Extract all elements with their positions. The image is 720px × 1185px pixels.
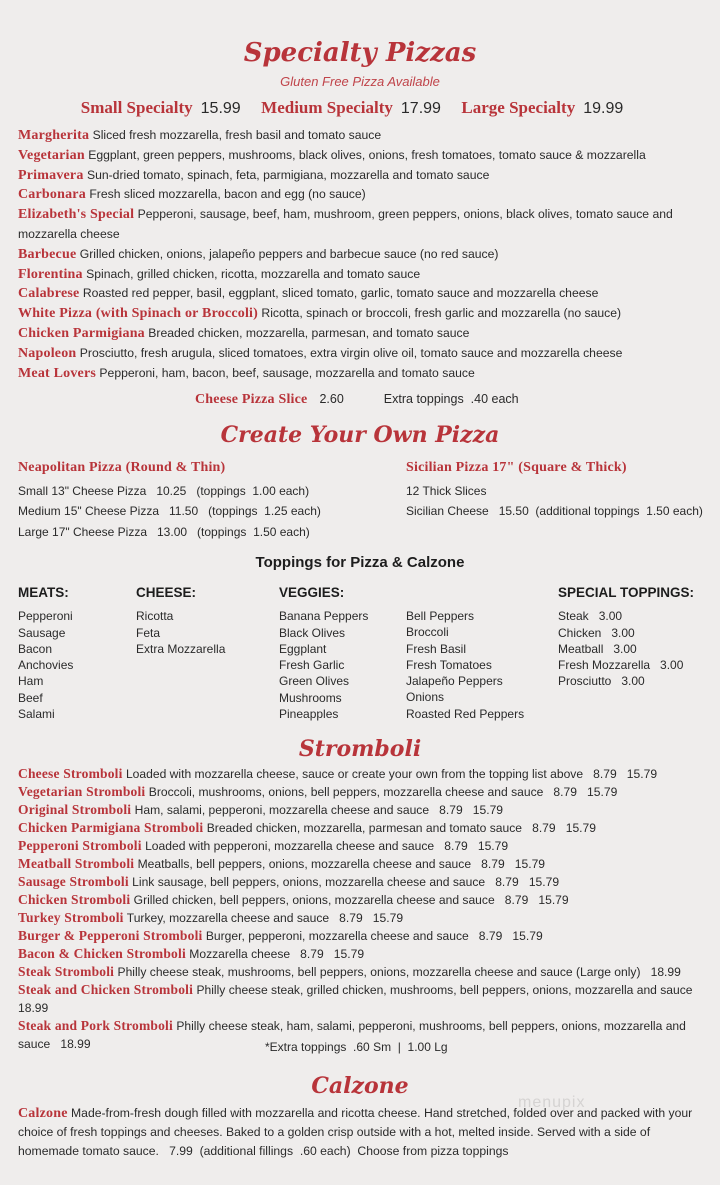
menu-item xyxy=(18,245,708,265)
item-name: Sausage Stromboli xyxy=(18,874,129,889)
item-desc: Loaded with pepperoni, mozzarella cheese and sauce 8.79 15.79 xyxy=(145,839,509,853)
item-desc: Sun-dried tomato, spinach, feta, parmigiana, mozzarella and tomato sauce xyxy=(86,167,490,182)
topping-item: Bell Peppers xyxy=(406,609,475,623)
topping-item: Feta xyxy=(136,625,161,640)
topping-item: Extra Mozzarella xyxy=(136,641,226,656)
menu-item xyxy=(18,185,708,205)
topping-item: Fresh Tomatoes xyxy=(406,657,492,672)
menu-item xyxy=(18,909,708,927)
topping-item: Onions xyxy=(406,690,445,705)
size-label-large: Large Specialty xyxy=(461,98,576,117)
item-name: Cheese Stromboli xyxy=(18,766,123,781)
menu-item xyxy=(18,304,708,324)
topping-item: Ricotta xyxy=(136,609,174,624)
topping-item: Sausage xyxy=(18,625,66,640)
item-name: White Pizza (with Spinach or Broccoli) xyxy=(18,306,259,322)
menu-item xyxy=(18,963,708,981)
menu-item xyxy=(18,945,708,963)
item-desc: Philly cheese steak, mushrooms, bell peppers, onions, mozzarella cheese and sauce (Large only) 18.99 xyxy=(117,965,681,979)
menu-item xyxy=(18,324,708,344)
menu-item xyxy=(18,981,708,1017)
item-desc: Philly cheese steak, ham, salami, pepperoni, mushrooms, bell peppers, onions, mozzarella and sauce 18.99 xyxy=(18,1019,690,1051)
item-desc: Ricotta, spinach or broccoli, fresh garlic and mozzarella (no sauce) xyxy=(261,306,622,321)
neapolitan-line: Large 17" Cheese Pizza 13.00 (toppings 1.50 each) xyxy=(18,524,310,539)
slice-price: 2.60 xyxy=(319,392,344,406)
neapolitan-line: Small 13" Cheese Pizza 10.25 (toppings 1.00 each) xyxy=(18,483,310,498)
topping-item: Banana Peppers xyxy=(279,609,369,624)
specialty-pizza-list xyxy=(18,126,708,383)
item-name: Pepperoni Stromboli xyxy=(18,838,142,853)
item-desc: Pepperoni, ham, bacon, beef, sausage, mozzarella and tomato sauce xyxy=(99,365,475,380)
item-desc: Grilled chicken, onions, jalapeño peppers and barbecue sauce (no red sauce) xyxy=(79,246,499,261)
sicilian-section xyxy=(406,458,703,522)
item-desc: Grilled chicken, bell peppers, onions, mozzarella cheese and sauce 8.79 15.79 xyxy=(133,893,569,907)
item-desc: Turkey, mozzarella cheese and sauce 8.79 15.79 xyxy=(126,911,404,925)
item-name: Chicken Stromboli xyxy=(18,892,131,907)
item-desc: Philly cheese steak, grilled chicken, mushrooms, bell peppers, onions, mozzarella and sauce 18.99 xyxy=(18,983,703,1015)
item-name: Elizabeth's Special xyxy=(18,207,135,223)
meats-heading: MEATS: xyxy=(18,585,69,600)
size-price-small: 15.99 xyxy=(200,100,241,117)
topping-item: Fresh Basil xyxy=(406,641,467,656)
item-desc: Breaded chicken, mozzarella, parmesan, and tomato sauce xyxy=(148,325,470,340)
topping-item: Bacon xyxy=(18,641,53,656)
topping-item: Jalapeño Peppers xyxy=(406,674,503,689)
sicilian-line: Sicilian Cheese 15.50 (additional toppings 1.50 each) xyxy=(406,504,703,518)
item-desc: Ham, salami, pepperoni, mozzarella cheese and sauce 8.79 15.79 xyxy=(134,803,504,817)
item-name: Margherita xyxy=(18,128,90,143)
topping-item: Chicken 3.00 xyxy=(558,625,635,640)
topping-item: Pineapples xyxy=(279,707,339,722)
topping-item: Prosciutto 3.00 xyxy=(558,674,645,689)
slice-name: Cheese Pizza Slice xyxy=(195,392,308,407)
menu-item xyxy=(18,765,708,783)
topping-item: Mushrooms xyxy=(279,690,342,705)
menu-item xyxy=(18,783,708,801)
calzone-title: Calzone xyxy=(311,1073,409,1099)
menu-item xyxy=(18,801,708,819)
toppings-meats xyxy=(18,585,73,722)
item-desc: Pepperoni, sausage, beef, ham, mushroom, green peppers, onions, black olives, tomato sauce and mozzarella cheese xyxy=(18,207,673,241)
specialty-size-prices xyxy=(0,98,720,118)
neapolitan-heading: Neapolitan Pizza (Round & Thin) xyxy=(18,460,226,475)
menu-item xyxy=(18,873,708,891)
item-desc: Made-from-fresh dough filled with mozzarella and ricotta cheese. Hand stretched, folded over and packed with your choice of fresh toppings and cheeses. Baked to a golden crisp outside with a hot, melted inside. Served with a side of homemade tomato sauce. 7.99 (additional fillings .60 each) Choose from pizza toppings xyxy=(18,1106,696,1158)
item-desc: Prosciutto, fresh arugula, sliced tomatoes, extra virgin olive oil, tomato sauce and mozzarella cheese xyxy=(79,345,623,360)
menu-item xyxy=(18,891,708,909)
menu-item xyxy=(18,837,708,855)
topping-item: Meatball 3.00 xyxy=(558,641,637,656)
item-name: Bacon & Chicken Stromboli xyxy=(18,946,186,961)
item-desc: Roasted red pepper, basil, eggplant, sliced tomato, garlic, tomato sauce and mozzarella cheese xyxy=(82,286,599,301)
item-desc: Meatballs, bell peppers, onions, mozzarella cheese and sauce 8.79 15.79 xyxy=(137,857,546,871)
menu-item xyxy=(18,265,708,285)
stromboli-list xyxy=(18,765,708,1053)
calzone-item xyxy=(18,1104,708,1161)
cheese-heading: CHEESE: xyxy=(136,585,197,600)
toppings-veggies xyxy=(279,585,368,722)
sicilian-heading: Sicilian Pizza 17" (Square & Thick) xyxy=(406,460,627,475)
gluten-free-note: Gluten Free Pizza Available xyxy=(280,74,440,89)
item-desc: Breaded chicken, mozzarella, parmesan and tomato sauce 8.79 15.79 xyxy=(206,821,596,835)
cheese-slice-row xyxy=(195,392,519,408)
item-desc: Spinach, grilled chicken, ricotta, mozzarella and tomato sauce xyxy=(86,266,421,281)
item-name: Steak and Pork Stromboli xyxy=(18,1018,173,1033)
item-desc: Eggplant, green peppers, mushrooms, black olives, onions, fresh tomatoes, tomato sauce & mozzarella xyxy=(88,147,646,162)
topping-item: Pepperoni xyxy=(18,609,73,624)
toppings-title: Toppings for Pizza & Calzone xyxy=(255,554,465,571)
topping-item: Eggplant xyxy=(279,641,327,656)
watermark: menupix xyxy=(518,1094,586,1111)
item-name: Chicken Parmigiana xyxy=(18,325,145,341)
item-name: Napoleon xyxy=(18,345,77,361)
item-name: Barbecue xyxy=(18,246,77,262)
toppings-veggies-2 xyxy=(406,608,524,722)
topping-item: Green Olives xyxy=(279,674,350,689)
menu-item xyxy=(18,146,708,166)
topping-item: Salami xyxy=(18,707,55,722)
item-name: Vegetarian xyxy=(18,147,85,163)
neapolitan-line: Medium 15" Cheese Pizza 11.50 (toppings 1.25 each) xyxy=(18,504,321,518)
topping-item: Beef xyxy=(18,690,43,705)
menu-item xyxy=(18,855,708,873)
item-desc: Broccoli, mushrooms, onions, bell peppers, mozzarella cheese and sauce 8.79 15.79 xyxy=(148,785,618,799)
item-desc: Fresh sliced mozzarella, bacon and egg (no sauce) xyxy=(89,187,366,202)
topping-item: Fresh Garlic xyxy=(279,658,345,673)
menu-item xyxy=(18,344,708,364)
stromboli-extra-toppings: *Extra toppings .60 Sm | 1.00 Lg xyxy=(265,1040,448,1054)
item-name: Vegetarian Stromboli xyxy=(18,784,146,799)
toppings-special xyxy=(558,585,694,690)
item-name: Steak and Chicken Stromboli xyxy=(18,982,194,997)
item-name: Carbonara xyxy=(18,187,86,203)
specialty-pizzas-title: Specialty Pizzas xyxy=(243,38,477,68)
item-name: Calzone xyxy=(18,1106,68,1121)
item-name: Burger & Pepperoni Stromboli xyxy=(18,928,203,943)
veggies-heading: VEGGIES: xyxy=(279,585,345,600)
item-desc: Loaded with mozzarella cheese, sauce or create your own from the topping list above 8.79 15.79 xyxy=(125,767,658,781)
topping-item: Ham xyxy=(18,674,44,689)
menu-item xyxy=(18,126,708,146)
topping-item: Steak 3.00 xyxy=(558,609,623,624)
size-price-medium: 17.99 xyxy=(400,100,441,117)
item-name: Steak Stromboli xyxy=(18,964,115,979)
item-name: Primavera xyxy=(18,167,84,183)
size-label-medium: Medium Specialty xyxy=(261,98,393,117)
item-name: Original Stromboli xyxy=(18,802,132,817)
size-price-large: 19.99 xyxy=(583,100,624,117)
item-desc: Burger, pepperoni, mozzarella cheese and sauce 8.79 15.79 xyxy=(205,929,543,943)
menu-item xyxy=(18,927,708,945)
slice-extra: Extra toppings .40 each xyxy=(383,392,519,406)
item-name: Florentina xyxy=(18,266,83,282)
topping-item: Black Olives xyxy=(279,625,346,640)
menu-item xyxy=(18,364,708,384)
menu-item xyxy=(18,205,708,245)
item-desc: Link sausage, bell peppers, onions, mozzarella cheese and sauce 8.79 15.79 xyxy=(132,875,560,889)
menu-item xyxy=(18,166,708,186)
create-own-title: Create Your Own Pizza xyxy=(220,422,500,448)
item-name: Meat Lovers xyxy=(18,365,97,381)
item-desc: Mozzarella cheese 8.79 15.79 xyxy=(189,947,365,961)
size-label-small: Small Specialty xyxy=(80,98,193,117)
sicilian-line: 12 Thick Slices xyxy=(406,483,487,498)
item-name: Turkey Stromboli xyxy=(18,910,124,925)
item-desc: Sliced fresh mozzarella, fresh basil and tomato sauce xyxy=(92,128,382,142)
menu-item xyxy=(18,284,708,304)
toppings-cheese xyxy=(136,585,225,657)
neapolitan-section xyxy=(18,458,321,542)
topping-item: Roasted Red Peppers xyxy=(406,706,525,721)
special-heading: SPECIAL TOPPINGS: xyxy=(558,585,695,600)
topping-item: Anchovies xyxy=(18,658,74,673)
item-name: Calabrese xyxy=(18,286,80,302)
topping-item: Broccoli xyxy=(406,625,449,640)
item-name: Chicken Parmigiana Stromboli xyxy=(18,820,204,835)
stromboli-title: Stromboli xyxy=(298,736,422,762)
item-name: Meatball Stromboli xyxy=(18,856,135,871)
topping-item: Fresh Mozzarella 3.00 xyxy=(558,658,684,673)
menu-item xyxy=(18,819,708,837)
